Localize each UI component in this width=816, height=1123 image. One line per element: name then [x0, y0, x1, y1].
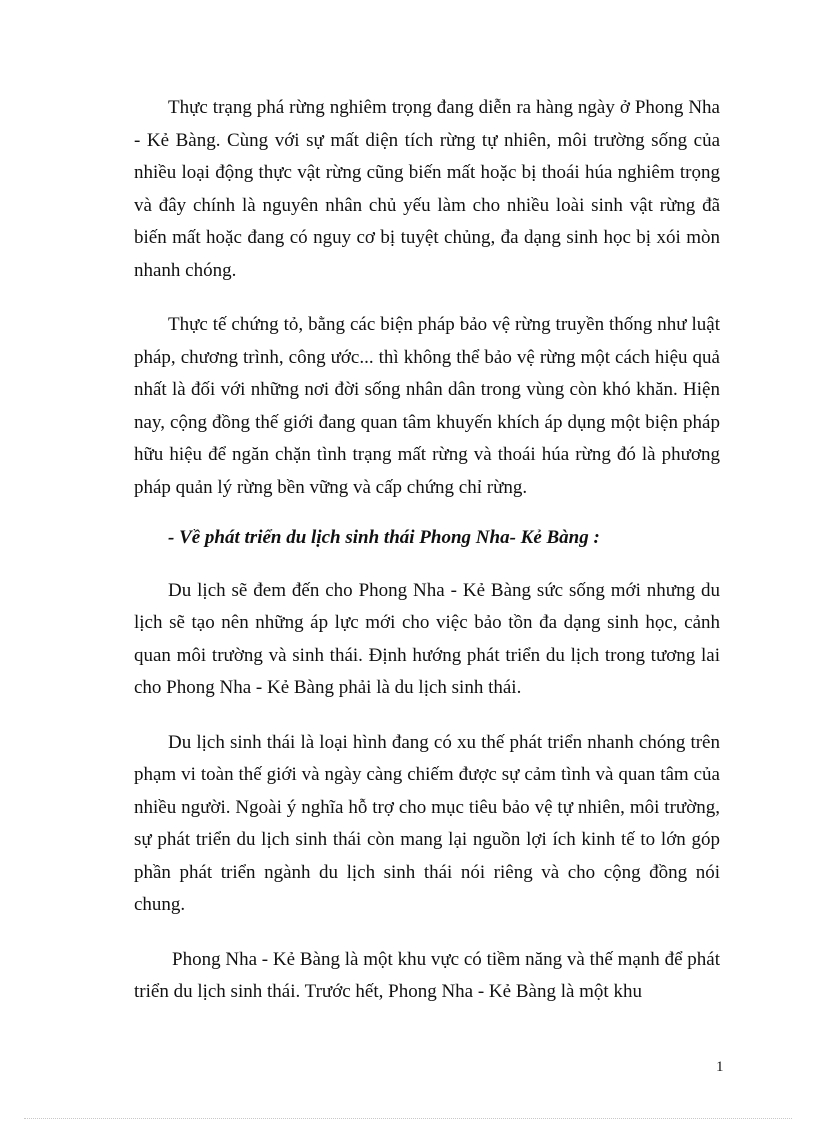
- document-body: [134, 92, 720, 1031]
- section-heading-ecotourism: - Về phát triển du lịch sinh thái Phong Nha- Kẻ Bàng :: [168, 527, 600, 548]
- paragraph-potential: Phong Nha - Kẻ Bàng là một khu vực có tiềm năng và thế mạnh để phát triển du lịch sinh thái. Trước hết, Phong Nha - Kẻ Bàng là một khu: [134, 948, 720, 1002]
- paragraph-deforestation: Thực trạng phá rừng nghiêm trọng đang diễn ra hàng ngày ở Phong Nha - Kẻ Bàng. Cùng với sự mất diện tích rừng tự nhiên, môi trường sống của nhiều loại động thực vật rừng cũng biến mất hoặc bị thoái húa nghiêm trọng và đây chính là nguyên nhân chủ yếu làm cho nhiều loài sinh vật rừng đã biến mất hoặc đang có nguy cơ bị tuyệt chủng, đa dạng sinh học bị xói mòn nhanh chóng.: [134, 97, 720, 281]
- paragraph-ecotourism-trend: Du lịch sinh thái là loại hình đang có xu thế phát triển nhanh chóng trên phạm vi toàn thế giới và ngày càng chiếm được sự cảm tình và quan tâm của nhiều người. Ngoài ý nghĩa hỗ trợ cho mục tiêu bảo vệ tự nhiên, môi trường, sự phát triển du lịch sinh thái còn mang lại nguồn lợi ích kinh tế to lớn góp phần phát triển ngành du lịch sinh thái nói riêng và cho cộng đồng nói chung.: [134, 731, 720, 915]
- paragraph-tourism-pressure: Du lịch sẽ đem đến cho Phong Nha - Kẻ Bàng sức sống mới nhưng du lịch sẽ tạo nên những áp lực mới cho việc bảo tồn đa dạng sinh học, cảnh quan môi trường và sinh thái. Định hướng phát triển du lịch trong tương lai cho Phong Nha - Kẻ Bàng phải là du lịch sinh thái.: [134, 579, 720, 698]
- page-number: 1: [716, 1059, 724, 1075]
- page-bottom-divider: [24, 1118, 792, 1119]
- paragraph-forest-protection: Thực tế chứng tỏ, bằng các biện pháp bảo vệ rừng truyền thống như luật pháp, chương trình, công ước... thì không thể bảo vệ rừng một cách hiệu quả nhất là đối với những nơi đời sống nhân dân trong vùng còn khó khăn. Hiện nay, cộng đồng thế giới đang quan tâm khuyến khích áp dụng một biện pháp hữu hiệu để ngăn chặn tình trạng mất rừng và thoái húa rừng đó là phương pháp quản lý rừng bền vững và cấp chứng chỉ rừng.: [134, 314, 720, 498]
